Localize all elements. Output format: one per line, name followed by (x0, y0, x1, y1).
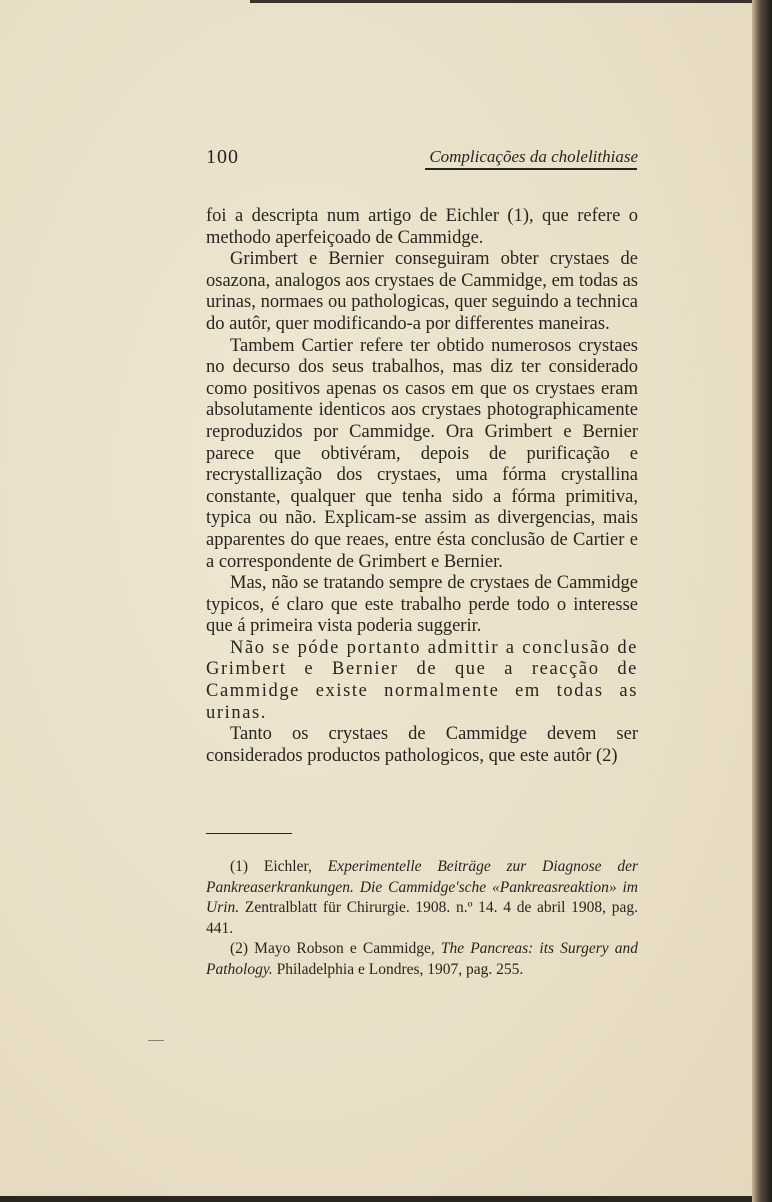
paragraph: Tambem Cartier refere ter obtido numerosos crystaes no decurso dos seus trabalhos, mas diz ter considerado como positivos apenas os casos em que os crystaes eram absolutamente identicos aos crystaes photographicamente reproduzidos por Cammidge. Ora Grimbert e Bernier parece que obtivéram, depois de purificação e recrystallização dos crystaes, uma fórma crystallina constante, qualquer que tenha sido a fórma primitiva, typica ou não. Explicam-se assim as divergencias, mais apparentes do que reaes, entre ésta conclusão de Cartier e a correspondente de Grimbert e Bernier. (206, 335, 638, 572)
header-rule (425, 168, 637, 170)
page-header (206, 146, 638, 170)
paragraph: Não se póde portanto admittir a conclusão de Grimbert e Bernier de que a reacção de Cammidge existe normalmente em todas as urinas. (206, 637, 638, 723)
body-text (206, 206, 638, 767)
footnote-citation: Zentralblatt für Chirurgie. 1908. n.º 14. 4 de abril 1908, pag. 441. (206, 899, 639, 937)
footnote-author: Eichler, (263, 858, 312, 875)
footnote-2 (206, 939, 638, 980)
page-top-edge (250, 0, 752, 3)
paragraph: foi a descripta num artigo de Eichler (1), que refere o methodo aperfeiçoado de Cammidge. (206, 206, 638, 248)
book-binding-edge (752, 0, 772, 1202)
footnote-marker: (1) (230, 858, 249, 875)
paragraph: Mas, não se tratando sempre de crystaes de Cammidge typicos, é claro que este trabalho perde todo o interesse que á primeira vista poderia suggerir. (206, 573, 638, 637)
footnote-citation: Philadelphia e Londres, 1907, pag. 255. (276, 960, 524, 978)
footnote-title: Experimentelle Beiträge zur Diagnose der Pankreaserkrankungen. Die Cammidge'sche «Pankreasreaktion» im Urin. (206, 858, 639, 916)
footnote-rule (206, 833, 292, 834)
page-number: 100 (206, 146, 239, 168)
paragraph: Tanto os crystaes de Cammidge devem ser considerados productos pathologicos, que este autôr (2) (206, 724, 638, 766)
footnote-marker: (2) (230, 940, 249, 957)
paragraph: Grimbert e Bernier conseguiram obter crystaes de osazona, analogos aos crystaes de Cammidge, em todas as urinas, normaes ou pathologicas, quer seguindo a technica do autôr, quer modificando-a por differentes maneiras. (206, 249, 638, 334)
running-title: Complicações da cholelithiase (429, 147, 638, 166)
stray-ink-mark (148, 1040, 164, 1041)
footnote-1 (206, 857, 638, 939)
footnote-author: Mayo Robson e Cammidge, (254, 940, 435, 957)
footnotes (206, 857, 638, 980)
footnote-title: The Pancreas: its Surgery and Pathology. (206, 940, 638, 978)
